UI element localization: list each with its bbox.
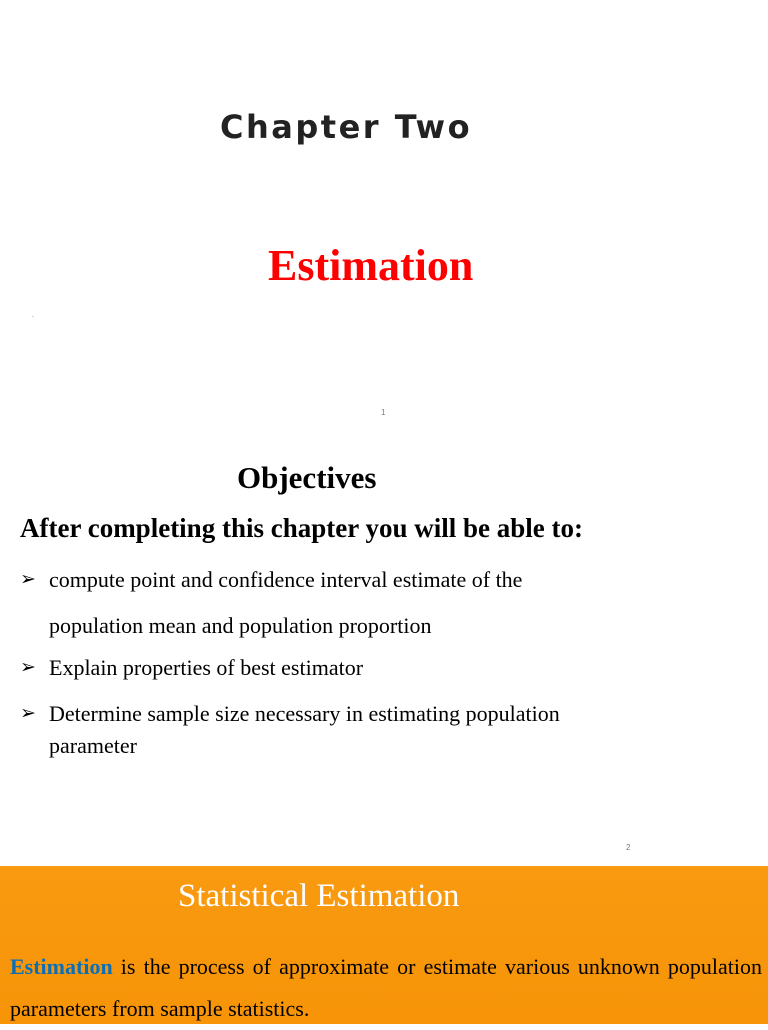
- bullet-text-continued: population mean and population proportion: [49, 613, 432, 638]
- bullet-text: Explain properties of best estimator: [49, 655, 364, 680]
- objectives-lead: After completing this chapter you will be able to:: [20, 513, 583, 543]
- slide-title-estimation: Estimation: [268, 241, 474, 290]
- slide-2: [0, 430, 768, 866]
- arrow-bullet-icon: ➢: [20, 703, 36, 724]
- arrow-bullet-icon: ➢: [20, 657, 36, 678]
- bullet-text-continued: parameter: [49, 733, 137, 758]
- section-title: Statistical Estimation: [178, 878, 460, 914]
- page-number-2: 2: [626, 843, 631, 852]
- arrow-bullet-icon: ➢: [20, 569, 36, 590]
- stray-dot: .: [32, 310, 34, 319]
- definition-paragraph: [10, 946, 762, 1030]
- slide-1: [0, 0, 768, 430]
- definition-term: Estimation: [10, 954, 113, 979]
- slide-3: [0, 866, 768, 1024]
- chapter-heading: Chapter Two: [220, 108, 473, 146]
- bullet-text: Determine sample size necessary in estimating population: [49, 701, 560, 726]
- objectives-heading: Objectives: [237, 460, 377, 495]
- bullet-text: compute point and confidence interval estimate of the: [49, 567, 523, 592]
- definition-text: is the process of approximate or estimate various unknown population parameters from sample statistics.: [10, 954, 762, 1021]
- page-number-1: 1: [381, 408, 386, 417]
